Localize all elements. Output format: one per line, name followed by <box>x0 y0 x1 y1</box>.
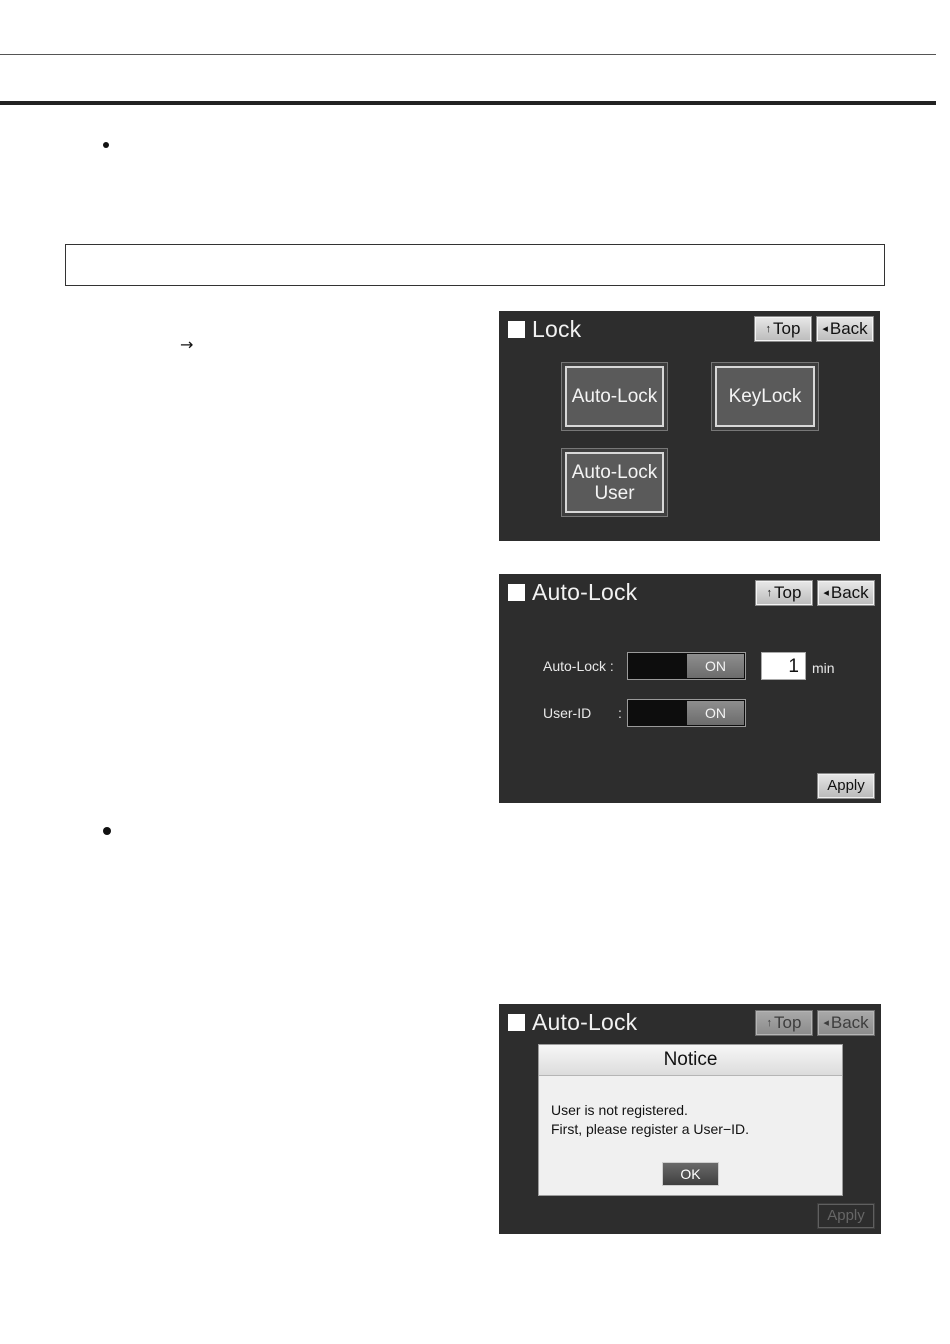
bullet-point <box>103 142 109 148</box>
left-triangle-icon: ◂ <box>823 1016 829 1029</box>
heading-frame <box>65 244 885 286</box>
title-checkbox-icon <box>508 1014 525 1031</box>
header-rule-thick <box>0 101 936 105</box>
autolock-screen <box>499 574 881 803</box>
up-arrow-icon: ↑ <box>766 586 773 599</box>
header-rule-thin <box>0 54 936 55</box>
autolock-button[interactable]: Auto-Lock <box>565 366 664 427</box>
left-triangle-icon: ◂ <box>822 322 828 335</box>
back-button[interactable]: ◂ Back <box>818 581 874 605</box>
minutes-unit: min <box>812 660 835 676</box>
dialog-title: Notice <box>539 1045 842 1076</box>
apply-button[interactable]: Apply <box>818 1204 874 1228</box>
toggle-on-label: ON <box>687 701 744 725</box>
minutes-input[interactable]: 1 <box>761 652 806 680</box>
keylock-button[interactable]: KeyLock <box>715 366 815 427</box>
screen-title: Lock <box>532 316 582 342</box>
userid-colon: : <box>618 705 622 721</box>
top-button[interactable]: ↑ Top <box>756 1011 812 1035</box>
back-button[interactable]: ◂ Back <box>818 1011 874 1035</box>
autolock-user-button[interactable]: Auto-Lock User <box>565 452 664 513</box>
up-arrow-icon: ↑ <box>766 1016 773 1029</box>
autolock-field-label: Auto-Lock : <box>543 658 614 674</box>
left-triangle-icon: ◂ <box>823 586 829 599</box>
up-arrow-icon: ↑ <box>765 322 772 335</box>
bullet-point <box>103 827 111 835</box>
toggle-on-label: ON <box>687 654 744 678</box>
autolock-toggle[interactable] <box>627 652 746 680</box>
notice-screen <box>499 1004 881 1234</box>
dialog-message-line1: User is not registered. <box>551 1102 688 1118</box>
notice-dialog <box>538 1044 843 1196</box>
title-checkbox-icon <box>508 321 525 338</box>
right-arrow-icon: → <box>180 335 194 354</box>
userid-toggle[interactable] <box>627 699 746 727</box>
apply-button[interactable]: Apply <box>818 774 874 798</box>
screen-title: Auto-Lock <box>532 1009 638 1035</box>
top-button[interactable]: ↑ Top <box>755 317 811 341</box>
screen-title: Auto-Lock <box>532 579 638 605</box>
userid-field-label: User-ID <box>543 705 592 721</box>
lock-screen <box>499 311 880 541</box>
ok-button[interactable]: OK <box>662 1162 719 1186</box>
dialog-message-line2: First, please register a User−ID. <box>551 1121 750 1137</box>
title-checkbox-icon <box>508 584 525 601</box>
top-button[interactable]: ↑ Top <box>756 581 812 605</box>
back-button[interactable]: ◂ Back <box>817 317 873 341</box>
